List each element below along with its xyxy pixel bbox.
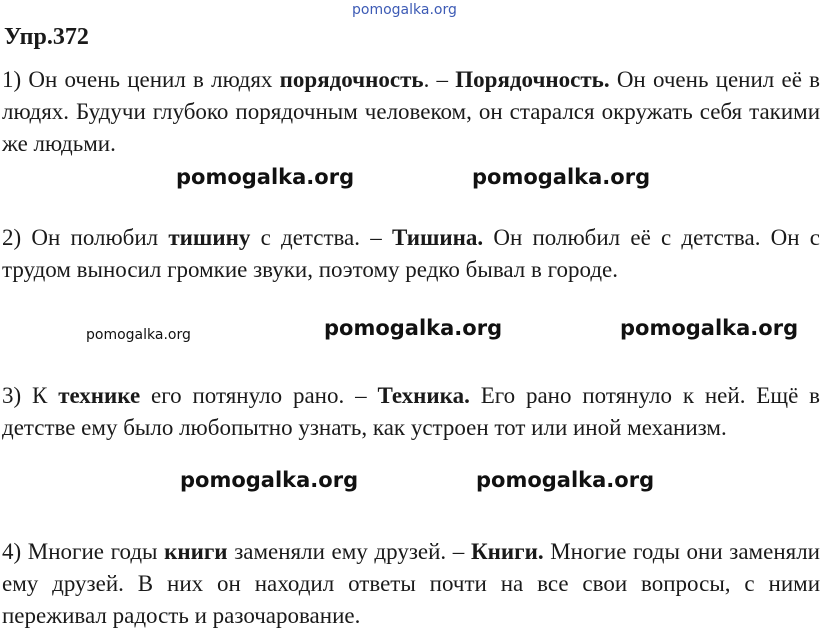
paragraph-1 [2, 64, 820, 160]
paragraph-4 [2, 536, 820, 632]
paragraph-3-rest: Его рано потянуло к ней. Ещё в детстве ему было любопытно узнать, как устроен тот или иной механизм. [2, 383, 820, 440]
paragraph-3-text: 3) К [2, 383, 59, 408]
paragraph-4-text: 4) Многие годы [2, 539, 165, 564]
exercise-title: Упр.372 [4, 24, 89, 50]
paragraph-2-keyword: тишину [168, 225, 251, 250]
paragraph-4-dash: заменяли ему друзей. – [227, 539, 471, 564]
paragraph-2-rest: Он полюбил её с детства. Он с трудом выносил громкие звуки, поэтому редко бывал в городе. [2, 225, 820, 282]
paragraph-2-dash: с детства. – [250, 225, 392, 250]
paragraph-2 [2, 222, 820, 286]
paragraph-2-heading: Тишина. [391, 225, 484, 250]
watermark: pomogalka.org [176, 165, 355, 189]
paragraph-3-keyword: технике [58, 383, 141, 408]
watermark: pomogalka.org [472, 165, 651, 189]
watermark: pomogalka.org [86, 327, 191, 343]
paragraph-1-dash: . – [423, 67, 456, 92]
watermark: pomogalka.org [476, 468, 655, 492]
watermark: pomogalka.org [620, 316, 799, 340]
paragraph-2-text: 2) Он полюбил [2, 225, 169, 250]
paragraph-1-rest: Он очень ценил её в людях. Будучи глубоко порядочным человеком, он старался окружать себя такими же людьми. [2, 67, 820, 156]
watermark: pomogalka.org [180, 468, 359, 492]
paragraph-3 [2, 380, 820, 444]
paragraph-1-heading: Порядочность. [455, 67, 610, 92]
paragraph-4-heading: Книги. [470, 539, 544, 564]
paragraph-1-keyword: порядочность [279, 67, 424, 92]
paragraph-3-heading: Техника. [377, 383, 470, 408]
paragraph-4-rest: Многие годы они заменяли ему друзей. В них он находил ответы почти на все свои вопросы, с ними переживал радость и разочарование. [2, 539, 820, 628]
watermark-top: pomogalka.org [352, 2, 457, 18]
paragraph-3-dash: его потянуло рано. – [140, 383, 378, 408]
watermark: pomogalka.org [324, 316, 503, 340]
paragraph-4-keyword: книги [164, 539, 228, 564]
paragraph-1-text: 1) Он очень ценил в людях [2, 67, 280, 92]
